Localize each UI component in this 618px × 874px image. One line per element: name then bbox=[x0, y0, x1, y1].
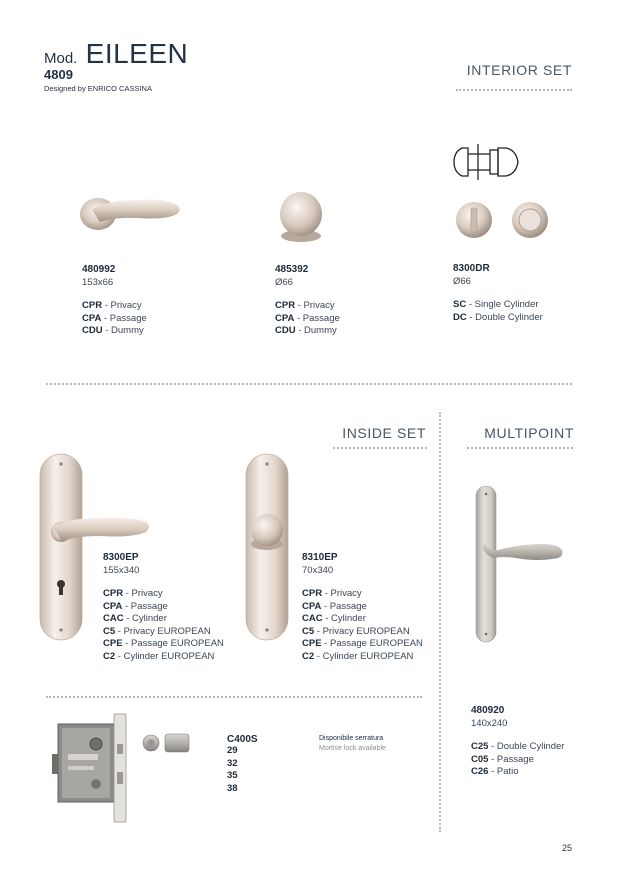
product-480992 bbox=[82, 264, 147, 338]
option-line bbox=[453, 312, 543, 325]
option-description: - Privacy EUROPEAN bbox=[115, 625, 211, 637]
option-line bbox=[302, 613, 423, 626]
option-code: C05 bbox=[471, 753, 489, 765]
product-code: 480920 bbox=[471, 705, 505, 716]
option-line bbox=[302, 626, 423, 639]
option-code: CPA bbox=[302, 600, 322, 612]
lever-rose-image bbox=[78, 190, 188, 234]
option-description: - Cylinder bbox=[123, 613, 167, 624]
designer-credit: Designed by ENRICO CASSINA bbox=[44, 84, 152, 93]
product-options bbox=[453, 299, 543, 324]
product-485392 bbox=[275, 264, 340, 338]
product-code: 8300EP bbox=[103, 552, 139, 563]
product-code: 8300DR bbox=[453, 263, 490, 274]
option-line bbox=[103, 638, 224, 651]
deadbolt-diagram-icon bbox=[450, 140, 528, 186]
option-description: - Privacy EUROPEAN bbox=[314, 625, 410, 637]
option-description: - Dummy bbox=[295, 325, 337, 336]
section-divider bbox=[46, 383, 572, 385]
product-size: Ø66 bbox=[453, 276, 471, 287]
product-code: 485392 bbox=[275, 264, 309, 275]
option-line bbox=[103, 613, 224, 626]
option-description: - Privacy bbox=[295, 300, 335, 311]
option-line bbox=[302, 601, 423, 614]
model-name: EILEEN bbox=[85, 38, 189, 69]
product-options bbox=[302, 588, 423, 663]
option-description: - Patio bbox=[488, 766, 519, 777]
option-description: - Passage bbox=[488, 753, 534, 765]
product-size: 140x240 bbox=[471, 718, 508, 729]
product-options bbox=[82, 300, 147, 338]
option-description: - Cylinder EUROPEAN bbox=[115, 650, 215, 662]
option-code: CAC bbox=[302, 613, 323, 624]
option-line bbox=[302, 588, 423, 601]
product-options bbox=[103, 588, 224, 663]
section-rule-interior bbox=[456, 89, 572, 91]
lock-size: 38 bbox=[227, 782, 238, 794]
option-code: C2 bbox=[302, 650, 315, 662]
option-description: - Passage EUROPEAN bbox=[122, 638, 224, 649]
section-rule-inside bbox=[333, 447, 427, 449]
option-code: CPA bbox=[103, 600, 123, 612]
option-line bbox=[103, 626, 224, 639]
option-description: - Privacy bbox=[322, 588, 362, 599]
mortise-lock-image bbox=[44, 714, 134, 822]
option-line bbox=[103, 601, 224, 614]
lock-size: 35 bbox=[227, 770, 238, 781]
option-description: - Privacy bbox=[123, 588, 163, 599]
option-code: CDU bbox=[275, 325, 296, 336]
option-code: C5 bbox=[302, 625, 315, 637]
product-options bbox=[275, 300, 340, 338]
option-line bbox=[302, 651, 423, 664]
product-size: 153x66 bbox=[82, 277, 114, 288]
option-code: C25 bbox=[471, 741, 489, 752]
lock-code: C400S bbox=[227, 734, 258, 745]
option-description: - Passage EUROPEAN bbox=[321, 638, 423, 649]
product-480920 bbox=[471, 705, 564, 779]
option-code: CPR bbox=[302, 588, 323, 599]
option-code: DC bbox=[453, 311, 467, 323]
lock-backset-list bbox=[227, 734, 258, 795]
option-line bbox=[471, 741, 564, 754]
option-code: CPR bbox=[82, 300, 103, 311]
product-8300EP bbox=[103, 552, 224, 663]
option-description: - Passage bbox=[122, 600, 168, 612]
lock-size: 32 bbox=[227, 757, 238, 769]
option-code: CPA bbox=[275, 312, 295, 324]
option-code: CAC bbox=[103, 613, 124, 624]
option-line bbox=[471, 766, 564, 779]
option-description: - Double Cylinder bbox=[466, 311, 543, 323]
option-code: CPE bbox=[302, 638, 322, 649]
availability-english: Mortise lock available bbox=[319, 745, 386, 752]
option-description: - Double Cylinder bbox=[488, 741, 565, 752]
option-line bbox=[471, 754, 564, 767]
page-number: 25 bbox=[562, 843, 573, 853]
option-line bbox=[82, 313, 147, 326]
option-description: - Dummy bbox=[102, 325, 144, 336]
model-code: 4809 bbox=[44, 67, 73, 82]
option-line bbox=[82, 300, 147, 313]
product-code: 8310EP bbox=[302, 552, 338, 563]
option-code: C5 bbox=[103, 625, 116, 637]
product-size: 155x340 bbox=[103, 565, 140, 576]
model-prefix: Mod. bbox=[44, 50, 78, 67]
option-line bbox=[275, 300, 340, 313]
option-line bbox=[82, 325, 147, 338]
product-size: 70x340 bbox=[302, 565, 334, 576]
section-rule-multipoint bbox=[467, 447, 573, 449]
option-code: SC bbox=[453, 299, 467, 310]
product-code: 480992 bbox=[82, 264, 116, 275]
option-code: C26 bbox=[471, 766, 489, 777]
availability-italian: Disponibile serratura bbox=[319, 735, 384, 742]
option-description: - Privacy bbox=[102, 300, 142, 311]
multipoint-plate-lever-image bbox=[472, 484, 568, 644]
thumb-turn-image bbox=[454, 200, 494, 240]
option-line bbox=[103, 651, 224, 664]
option-line bbox=[275, 325, 340, 338]
section-title-interior-set: INTERIOR SET bbox=[466, 62, 572, 78]
option-code: CPA bbox=[82, 312, 102, 324]
product-options bbox=[471, 741, 564, 779]
long-plate-knob-image bbox=[244, 452, 294, 642]
option-code: CPE bbox=[103, 638, 123, 649]
column-divider bbox=[439, 412, 441, 832]
option-code: C2 bbox=[103, 650, 116, 662]
lock-size: 29 bbox=[227, 745, 238, 756]
option-description: - Passage bbox=[294, 312, 340, 324]
option-line bbox=[453, 299, 543, 312]
knob-image bbox=[278, 192, 324, 244]
option-line bbox=[275, 313, 340, 326]
option-description: - Cylinder EUROPEAN bbox=[314, 650, 414, 662]
option-code: CPR bbox=[103, 588, 124, 599]
option-code: CPR bbox=[275, 300, 296, 311]
product-8300DR bbox=[453, 263, 543, 324]
lock-cylinders-image bbox=[141, 732, 191, 754]
section-title-multipoint: MULTIPOINT bbox=[484, 425, 574, 441]
option-description: - Passage bbox=[101, 312, 147, 324]
option-description: - Passage bbox=[321, 600, 367, 612]
option-line bbox=[302, 638, 423, 651]
option-description: - Single Cylinder bbox=[466, 299, 539, 310]
product-size: Ø66 bbox=[275, 277, 293, 288]
lock-divider bbox=[46, 696, 422, 698]
product-8310EP bbox=[302, 552, 423, 663]
option-description: - Cylinder bbox=[322, 613, 366, 624]
lock-availability-note bbox=[319, 735, 386, 752]
option-code: CDU bbox=[82, 325, 103, 336]
section-title-inside-set: INSIDE SET bbox=[342, 425, 426, 441]
lock-sizes bbox=[227, 745, 258, 795]
option-line bbox=[103, 588, 224, 601]
cylinder-rose-image bbox=[510, 200, 550, 240]
